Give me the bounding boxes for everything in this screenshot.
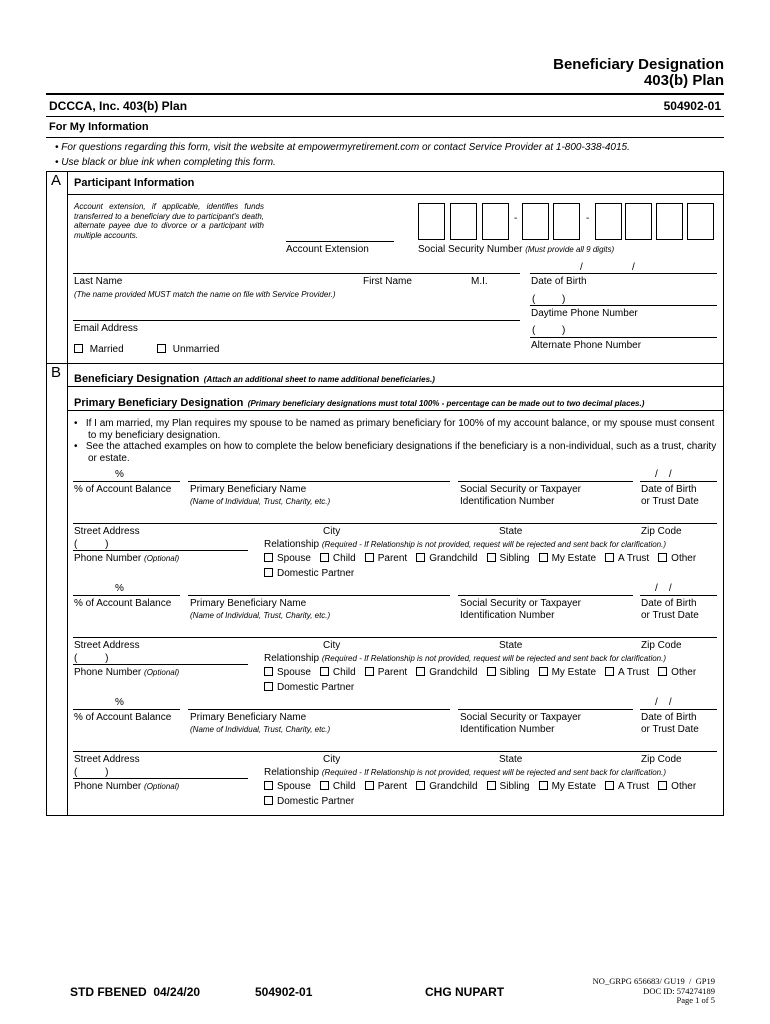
relationship-checkbox[interactable] <box>416 553 425 562</box>
relationship-checkbox[interactable] <box>658 781 667 790</box>
phone-input[interactable] <box>73 778 248 779</box>
ssn-digit-9[interactable] <box>687 203 714 240</box>
relationship-label: Relationship (Required - If Relationship is not provided, request will be rejected and sent back for clarification.) <box>264 539 666 550</box>
ssn-digit-7[interactable] <box>625 203 652 240</box>
relationship-note: (Required - If Relationship is not provided, request will be rejected and sent back for clarification.) <box>321 768 666 777</box>
city-label: City <box>323 754 341 765</box>
beneficiary-ssn-input[interactable] <box>458 595 633 596</box>
relationship-checkbox[interactable] <box>487 553 496 562</box>
address-input[interactable] <box>73 751 717 752</box>
phone-paren: ( ) <box>74 653 109 664</box>
percent-sign: % <box>115 469 124 480</box>
form-title-line1: Beneficiary Designation <box>553 56 724 73</box>
form-title <box>553 57 724 89</box>
relationship-option-other[interactable]: Other <box>658 781 696 792</box>
relationship-checkbox[interactable] <box>416 667 425 676</box>
name-note: (The name provided MUST match the name on file with Service Provider.) <box>74 290 336 299</box>
header-rule-2 <box>46 116 724 117</box>
relationship-label: Relationship (Required - If Relationship is not provided, request will be rejected and sent back for clarification.) <box>264 653 666 664</box>
section-b-top-rule <box>46 363 724 364</box>
dob-slash-1: / <box>580 262 583 273</box>
primary-rule <box>67 410 724 411</box>
email-input[interactable] <box>73 320 520 321</box>
relationship-checkbox[interactable] <box>365 667 374 676</box>
relationship-checkbox[interactable] <box>658 553 667 562</box>
relationship-option-child[interactable]: Child <box>320 667 356 678</box>
relationship-checkbox[interactable] <box>487 781 496 790</box>
ssn-dash-2: - <box>586 213 590 224</box>
relationship-options <box>264 553 705 564</box>
relationship-option-domestic-partner[interactable]: Domestic Partner <box>264 682 354 693</box>
phone-label: Phone Number (Optional) <box>74 553 180 564</box>
dob-slashes: / / <box>655 697 672 708</box>
percent-input[interactable] <box>73 709 180 710</box>
phone-paren: ( ) <box>74 539 109 550</box>
section-a-letter: A <box>51 172 62 189</box>
street-label: Street Address <box>74 526 140 537</box>
relationship-checkbox[interactable] <box>605 553 614 562</box>
phone-label: Phone Number (Optional) <box>74 667 180 678</box>
relationship-option-domestic-partner[interactable]: Domestic Partner <box>264 568 354 579</box>
percent-sign: % <box>115 697 124 708</box>
percent-sign: % <box>115 583 124 594</box>
beneficiary-dob-input[interactable] <box>640 481 717 482</box>
relationship-checkbox[interactable] <box>264 568 273 577</box>
relationship-checkbox[interactable] <box>320 553 329 562</box>
for-info-heading: For My Information <box>49 121 149 133</box>
relationship-label: Relationship (Required - If Relationship is not provided, request will be rejected and sent back for clarification.) <box>264 767 666 778</box>
state-label: State <box>499 754 523 765</box>
ssn-digit-3[interactable] <box>482 203 509 240</box>
city-label: City <box>323 526 341 537</box>
relationship-option-parent[interactable]: Parent <box>365 667 407 678</box>
beneficiary-name-input[interactable] <box>188 481 450 482</box>
beneficiary-ssn-input[interactable] <box>458 481 633 482</box>
beneficiary-dob-input[interactable] <box>640 709 717 710</box>
beneficiary-name-label: Primary Beneficiary Name <box>190 712 307 723</box>
state-label: State <box>499 640 523 651</box>
relationship-checkbox[interactable] <box>264 553 273 562</box>
beneficiary-name-label: Primary Beneficiary Name <box>190 598 307 609</box>
beneficiary-dob-label: Date of Birth or Trust Date <box>641 598 699 621</box>
ssn-digit-8[interactable] <box>656 203 683 240</box>
relationship-option-other[interactable]: Other <box>658 667 696 678</box>
header-rule <box>46 93 724 95</box>
info-rule <box>46 137 724 138</box>
ssn-label: Social Security Number (Must provide all 9 digits) <box>418 244 615 255</box>
section-b-rule <box>67 386 724 387</box>
footer-ref-2: DOC ID: 574274189 <box>643 985 715 996</box>
relationship-checkbox[interactable] <box>605 667 614 676</box>
relationship-checkbox[interactable] <box>539 667 548 676</box>
daytime-phone-input[interactable] <box>530 305 717 306</box>
alt-phone-input[interactable] <box>530 337 717 338</box>
relationship-option-my-estate[interactable]: My Estate <box>539 781 596 792</box>
phone-optional: (Optional) <box>144 668 180 677</box>
relationship-checkbox[interactable] <box>320 667 329 676</box>
dob-slash-2: / <box>632 262 635 273</box>
primary-heading-note: (Primary beneficiary designations must total 100% - percentage can be made out to two decimal places.) <box>247 399 645 408</box>
percent-input[interactable] <box>73 595 180 596</box>
section-letter-divider <box>67 171 68 816</box>
zip-label: Zip Code <box>641 754 682 765</box>
address-input[interactable] <box>73 637 717 638</box>
address-input[interactable] <box>73 523 717 524</box>
unmarried-option[interactable]: Unmarried <box>157 344 219 355</box>
ssn-dash-1: - <box>514 213 518 224</box>
percent-input[interactable] <box>73 481 180 482</box>
email-label: Email Address <box>74 323 138 334</box>
daytime-phone-paren-left: ( <box>532 294 536 305</box>
percent-label: % of Account Balance <box>74 598 172 609</box>
phone-input[interactable] <box>73 664 248 665</box>
relationship-option-a-trust[interactable]: A Trust <box>605 781 649 792</box>
info-bullet-2: • Use black or blue ink when completing this form. <box>55 157 276 168</box>
relationship-option-parent[interactable]: Parent <box>365 781 407 792</box>
last-name-label: Last Name <box>74 276 123 287</box>
relationship-checkbox[interactable] <box>264 682 273 691</box>
relationship-note: (Required - If Relationship is not provided, request will be rejected and sent back for clarification.) <box>321 540 666 549</box>
relationship-checkbox[interactable] <box>264 796 273 805</box>
relationship-checkbox[interactable] <box>539 553 548 562</box>
section-b-bullet-1: • If I am married, my Plan requires my spouse to be named as primary beneficiary for 100% of my account balance, or my spouse must consent to my beneficiary designation. <box>74 418 715 441</box>
dob-label: Date of Birth <box>531 276 587 287</box>
state-label: State <box>499 526 523 537</box>
relationship-option-sibling[interactable]: Sibling <box>487 553 530 564</box>
relationship-options <box>264 667 705 678</box>
section-a-heading: Participant Information <box>74 177 195 189</box>
relationship-option-my-estate[interactable]: My Estate <box>539 553 596 564</box>
percent-label: % of Account Balance <box>74 484 172 495</box>
phone-paren: ( ) <box>74 767 109 778</box>
street-label: Street Address <box>74 754 140 765</box>
beneficiary-ssn-label: Social Security or Taxpayer Identification Number <box>460 598 581 621</box>
footer-chg: CHG NUPART <box>425 985 505 999</box>
relationship-option-a-trust[interactable]: A Trust <box>605 667 649 678</box>
relationship-checkbox[interactable] <box>605 781 614 790</box>
relationship-checkbox[interactable] <box>264 667 273 676</box>
alt-phone-paren-right: ) <box>562 325 566 336</box>
relationship-options <box>264 781 705 792</box>
beneficiary-ssn-label: Social Security or Taxpayer Identification Number <box>460 484 581 507</box>
beneficiary-name-label: Primary Beneficiary Name <box>190 484 307 495</box>
relationship-option-other[interactable]: Other <box>658 553 696 564</box>
info-bullet-1: • For questions regarding this form, visit the website at empowermyretirement.com or contact Service Provider at 1-800-338-4015. <box>55 142 630 153</box>
footer-refs <box>593 977 715 1006</box>
beneficiary-dob-input[interactable] <box>640 595 717 596</box>
ssn-note: (Must provide all 9 digits) <box>525 245 615 254</box>
mi-label: M.I. <box>471 276 488 287</box>
relationship-option-spouse[interactable]: Spouse <box>264 553 311 564</box>
street-label: Street Address <box>74 640 140 651</box>
unmarried-checkbox[interactable] <box>157 344 166 353</box>
beneficiary-ssn-input[interactable] <box>458 709 633 710</box>
name-input[interactable] <box>73 273 520 274</box>
relationship-checkbox[interactable] <box>365 781 374 790</box>
relationship-option-parent[interactable]: Parent <box>365 553 407 564</box>
relationship-option-grandchild[interactable]: Grandchild <box>416 667 477 678</box>
relationship-option-domestic-partner[interactable]: Domestic Partner <box>264 796 354 807</box>
relationship-option-child[interactable]: Child <box>320 781 356 792</box>
ssn-digit-1[interactable] <box>418 203 445 240</box>
section-b-bullet-2: • See the attached examples on how to complete the below beneficiary designations if the beneficiary is a non-individual, such as a trust, charity or estate. <box>74 441 717 464</box>
account-extension-input[interactable] <box>286 241 394 242</box>
section-b-heading-note: (Attach an additional sheet to name additional beneficiaries.) <box>203 375 435 384</box>
dob-slashes: / / <box>655 583 672 594</box>
percent-label: % of Account Balance <box>74 712 172 723</box>
footer-plan-number: 504902-01 <box>255 985 313 999</box>
relationship-checkbox[interactable] <box>539 781 548 790</box>
city-label: City <box>323 640 341 651</box>
relationship-option-my-estate[interactable]: My Estate <box>539 667 596 678</box>
alt-phone-label: Alternate Phone Number <box>531 340 642 351</box>
plan-number: 504902-01 <box>663 99 721 113</box>
relationship-option-grandchild[interactable]: Grandchild <box>416 553 477 564</box>
account-extension-label: Account Extension <box>286 244 369 255</box>
dob-input[interactable] <box>530 273 717 274</box>
married-option[interactable]: Married <box>74 344 124 355</box>
phone-optional: (Optional) <box>144 554 180 563</box>
ssn-digit-6[interactable] <box>595 203 622 240</box>
primary-heading: Primary Beneficiary Designation (Primary beneficiary designations must total 100% - percentage can be made out to two decimal places.) <box>74 397 645 409</box>
section-b-heading: Beneficiary Designation (Attach an additional sheet to name additional beneficiaries.) <box>74 373 435 385</box>
plan-name: DCCCA, Inc. 403(b) Plan <box>49 99 188 113</box>
married-checkbox[interactable] <box>74 344 83 353</box>
relationship-option-sibling[interactable]: Sibling <box>487 667 530 678</box>
account-extension-note: Account extension, if applicable, identifies funds transferred to a beneficiary due to participant's death, alternate payee due to divorce or a participant with multiple accounts. <box>74 202 264 240</box>
beneficiary-dob-label: Date of Birth or Trust Date <box>641 484 699 507</box>
first-name-label: First Name <box>363 276 412 287</box>
ssn-digit-2[interactable] <box>450 203 477 240</box>
daytime-phone-label: Daytime Phone Number <box>531 308 638 319</box>
form-title-line2: 403(b) Plan <box>643 72 724 89</box>
relationship-checkbox[interactable] <box>416 781 425 790</box>
relationship-checkbox[interactable] <box>487 667 496 676</box>
relationship-checkbox[interactable] <box>365 553 374 562</box>
section-b-bullets <box>74 418 720 464</box>
footer-form-code: STD FBENED 04/24/20 <box>70 985 201 999</box>
relationship-option-sibling[interactable]: Sibling <box>487 781 530 792</box>
beneficiary-name-note: (Name of Individual, Trust, Charity, etc.) <box>190 497 331 506</box>
footer-ref-1: NO_GRPG 656683/ GU19 / GP19 <box>592 976 715 986</box>
relationship-checkbox[interactable] <box>320 781 329 790</box>
relationship-option-child[interactable]: Child <box>320 553 356 564</box>
relationship-checkbox[interactable] <box>264 781 273 790</box>
daytime-phone-paren-right: ) <box>562 294 566 305</box>
phone-input[interactable] <box>73 550 248 551</box>
phone-label: Phone Number (Optional) <box>74 781 180 792</box>
beneficiary-name-input[interactable] <box>188 709 450 710</box>
relationship-note: (Required - If Relationship is not provided, request will be rejected and sent back for clarification.) <box>321 654 666 663</box>
phone-optional: (Optional) <box>144 782 180 791</box>
section-a-rule <box>67 194 724 195</box>
beneficiary-name-note: (Name of Individual, Trust, Charity, etc.) <box>190 725 331 734</box>
relationship-checkbox[interactable] <box>658 667 667 676</box>
beneficiary-dob-label: Date of Birth or Trust Date <box>641 712 699 735</box>
section-b-letter: B <box>51 364 62 381</box>
zip-label: Zip Code <box>641 526 682 537</box>
relationship-option-a-trust[interactable]: A Trust <box>605 553 649 564</box>
beneficiary-name-note: (Name of Individual, Trust, Charity, etc.) <box>190 611 331 620</box>
relationship-option-spouse[interactable]: Spouse <box>264 667 311 678</box>
relationship-option-grandchild[interactable]: Grandchild <box>416 781 477 792</box>
ssn-digit-4[interactable] <box>522 203 549 240</box>
relationship-option-spouse[interactable]: Spouse <box>264 781 311 792</box>
beneficiary-name-input[interactable] <box>188 595 450 596</box>
dob-slashes: / / <box>655 469 672 480</box>
beneficiary-ssn-label: Social Security or Taxpayer Identification Number <box>460 712 581 735</box>
alt-phone-paren-left: ( <box>532 325 536 336</box>
footer-ref-3: Page 1 of 5 <box>676 995 715 1005</box>
ssn-digit-5[interactable] <box>553 203 580 240</box>
zip-label: Zip Code <box>641 640 682 651</box>
